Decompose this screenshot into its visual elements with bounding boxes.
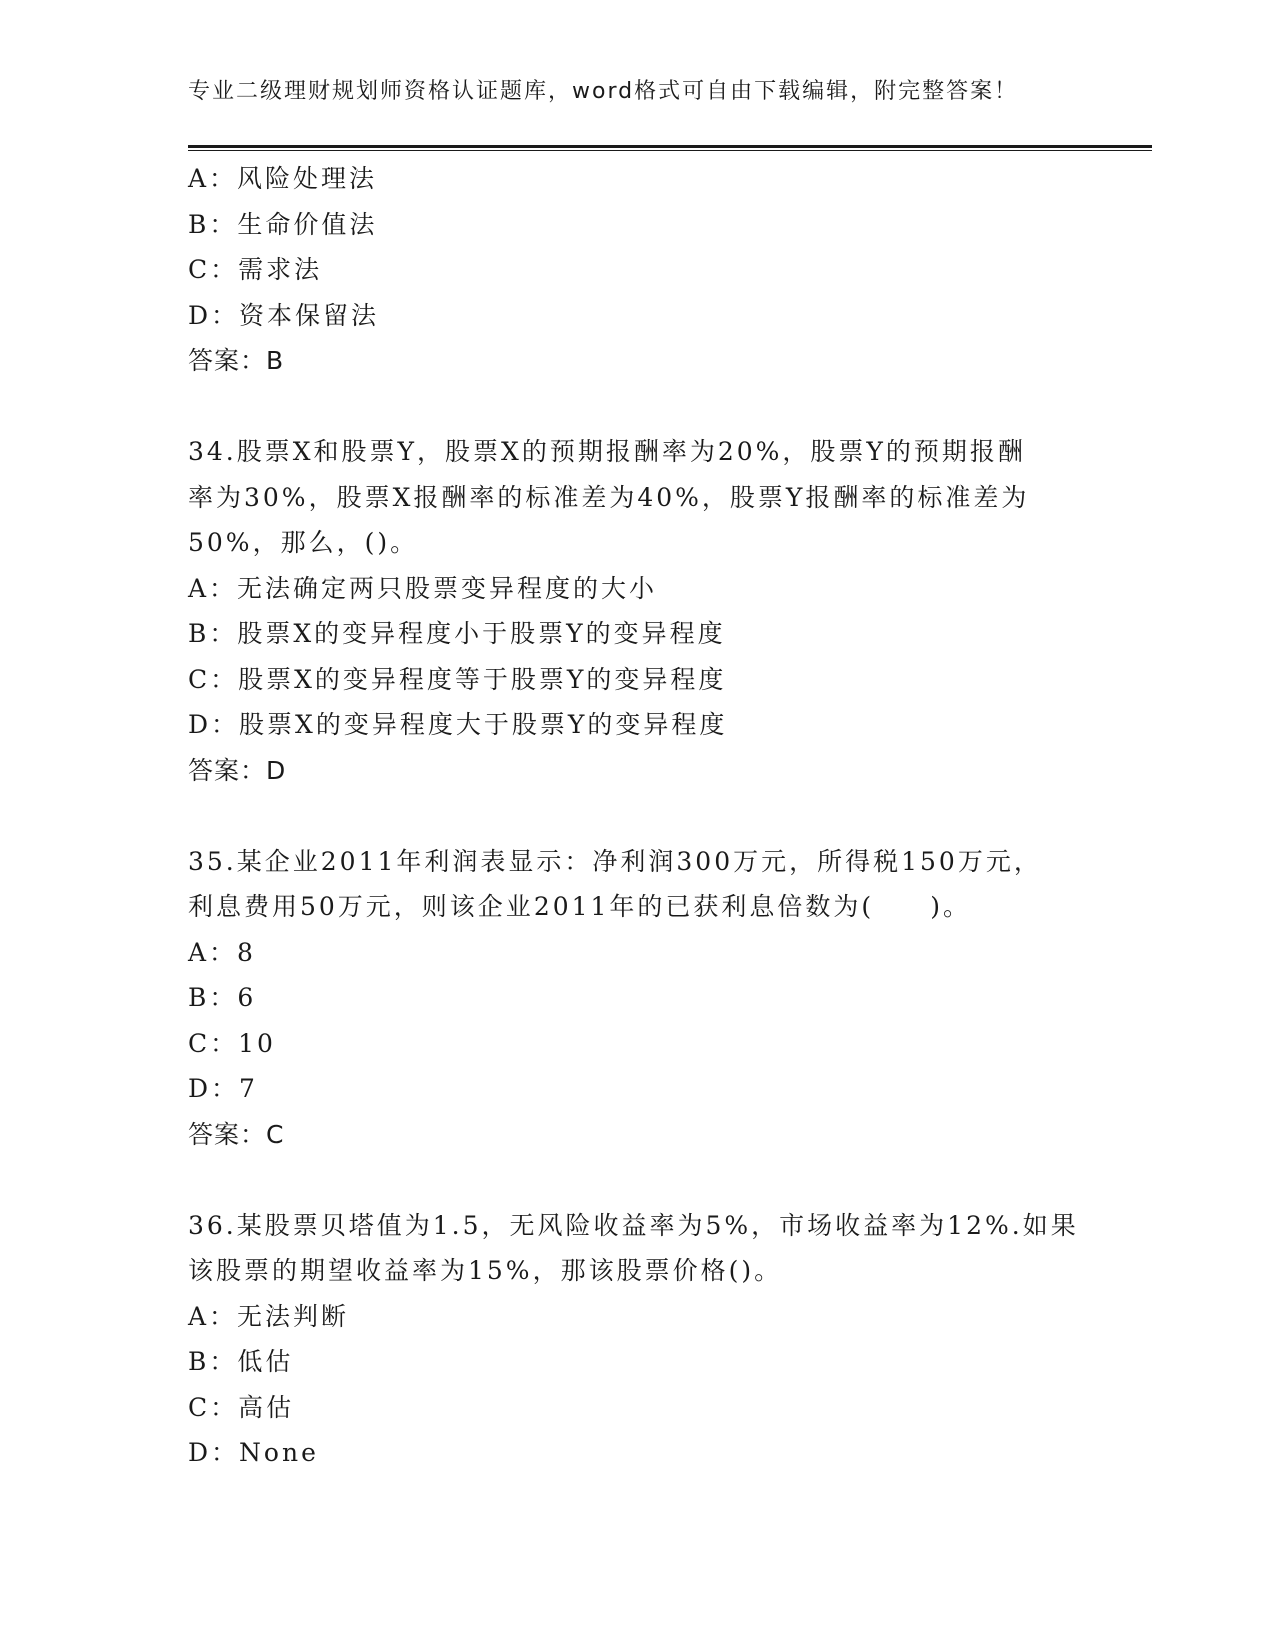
option-a: A：无法判断 — [188, 1301, 350, 1331]
page-header-title: 专业二级理财规划师资格认证题库，word格式可自由下载编辑，附完整答案！ — [188, 79, 1019, 104]
option-d: D：None — [188, 1438, 319, 1467]
block-spacer — [188, 1157, 1088, 1203]
option-b: B：股票X的变异程度小于股票Y的变异程度 — [188, 619, 726, 648]
option-d: D：资本保留法 — [188, 300, 380, 330]
question-stem-line: 34.股票X和股票Y，股票X的预期报酬率为20%，股票Y的预期报酬 — [188, 437, 1026, 466]
question-stem-line: 50%，那么，()。 — [188, 528, 419, 557]
option-b: B：生命价值法 — [188, 209, 378, 239]
question-stem-line: 36.某股票贝塔值为1.5，无风险收益率为5%，市场收益率为12%.如果 — [188, 1210, 1079, 1240]
option-a: A：无法确定两只股票变异程度的大小 — [188, 573, 658, 603]
option-c: C：10 — [188, 1028, 276, 1058]
option-d: D：7 — [188, 1074, 258, 1103]
option-a: A：风险处理法 — [188, 164, 378, 193]
question-block-36 — [188, 1203, 1088, 1476]
option-b: B：低估 — [188, 1347, 294, 1376]
option-b: B：6 — [188, 983, 257, 1012]
block-spacer — [188, 793, 1088, 839]
option-c: C：股票X的变异程度等于股票Y的变异程度 — [188, 664, 727, 694]
option-a: A：8 — [188, 937, 256, 967]
header-rule-thick — [188, 145, 1152, 148]
answer-label: 答案：C — [188, 1119, 285, 1149]
question-stem-line: 35.某企业2011年利润表显示：净利润300万元，所得税150万元， — [188, 846, 1042, 876]
option-d: D：股票X的变异程度大于股票Y的变异程度 — [188, 710, 728, 739]
question-block-34 — [188, 429, 1088, 793]
question-stem-line: 该股票的期望收益率为15%，那该股票价格()。 — [188, 1256, 783, 1285]
header-rule-thin — [188, 150, 1152, 151]
block-spacer — [188, 384, 1088, 430]
question-stem-line: 率为30%，股票X报酬率的标准差为40%，股票Y报酬率的标准差为 — [188, 482, 1030, 512]
question-block-35 — [188, 839, 1088, 1158]
answer-label: 答案：D — [188, 755, 287, 785]
option-c: C：高估 — [188, 1392, 295, 1422]
option-c: C：需求法 — [188, 255, 323, 284]
question-block-33 — [188, 156, 1088, 384]
question-content — [188, 156, 1088, 1476]
question-stem-line: 利息费用50万元，则该企业2011年的已获利息倍数为( )。 — [188, 892, 971, 921]
answer-label: 答案：B — [188, 346, 285, 375]
